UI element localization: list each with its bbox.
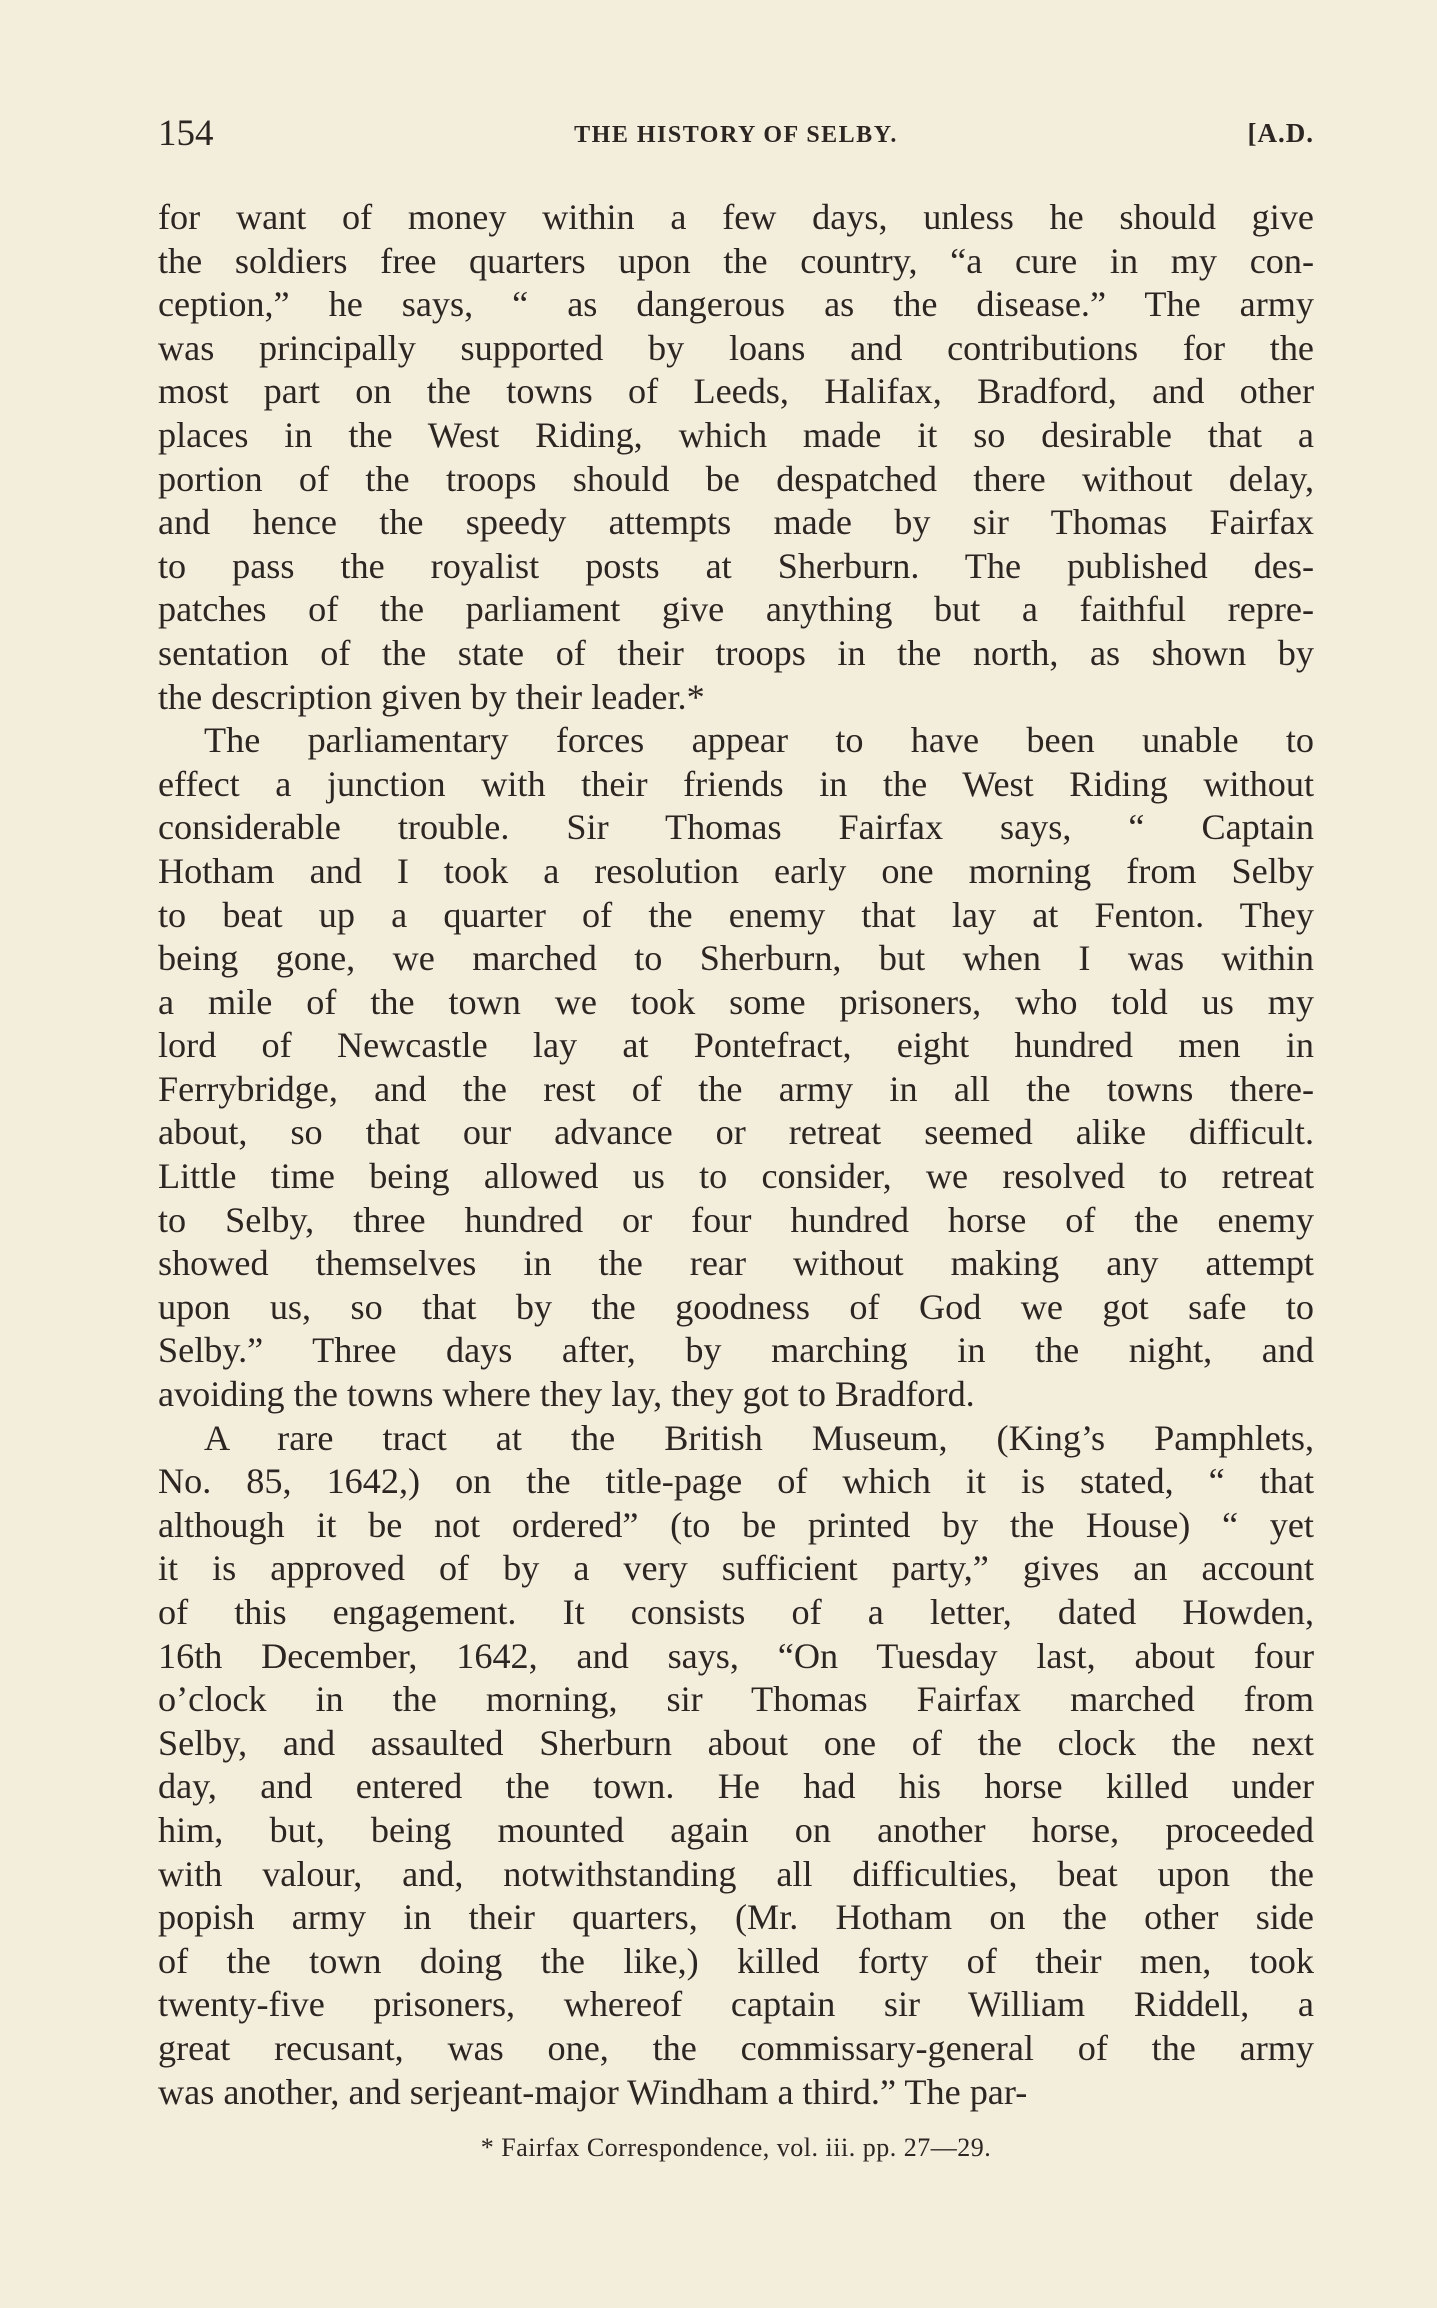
text-line: it is approved of by a very sufficient party,” gives an account bbox=[158, 1548, 1314, 1589]
text-line: 16th December, 1642, and says, “On Tuesday last, about four bbox=[158, 1635, 1314, 1676]
text-line: avoiding the towns where they lay, they got to Bradford. bbox=[158, 1374, 975, 1415]
text-line: to Selby, three hundred or four hundred horse of the enemy bbox=[158, 1199, 1314, 1240]
text-line: day, and entered the town. He had his horse killed under bbox=[158, 1766, 1314, 1807]
text-line: Selby.” Three days after, by marching in the night, and bbox=[158, 1330, 1314, 1371]
text-line: him, but, being mounted again on another horse, proceeded bbox=[158, 1809, 1314, 1850]
text-line: twenty-five prisoners, whereof captain sir William Riddell, a bbox=[158, 1984, 1314, 2025]
text-line: considerable trouble. Sir Thomas Fairfax says, “ Captain bbox=[158, 807, 1314, 848]
text-line: Hotham and I took a resolution early one morning from Selby bbox=[158, 850, 1314, 891]
text-line: was principally supported by loans and contributions for the bbox=[158, 327, 1314, 368]
text-line: the soldiers free quarters upon the country, “a cure in my con- bbox=[158, 240, 1314, 281]
paragraph bbox=[158, 1417, 1314, 2115]
running-title: THE HISTORY OF SELBY. bbox=[574, 122, 898, 148]
text-line: to beat up a quarter of the enemy that lay at Fenton. They bbox=[158, 894, 1314, 935]
text-line: portion of the troops should be despatched there without delay, bbox=[158, 458, 1314, 499]
text-line: great recusant, was one, the commissary-general of the army bbox=[158, 2027, 1314, 2068]
text-line: A rare tract at the British Museum, (King’s Pamphlets, bbox=[204, 1417, 1314, 1458]
text-line: with valour, and, notwithstanding all difficulties, beat upon the bbox=[158, 1853, 1314, 1894]
text-line: and hence the speedy attempts made by sir Thomas Fairfax bbox=[158, 502, 1314, 543]
text-line: showed themselves in the rear without making any attempt bbox=[158, 1243, 1314, 1284]
page-number: 154 bbox=[158, 113, 214, 154]
body-text bbox=[158, 196, 1314, 2114]
text-line: was another, and serjeant-major Windham a third.” The par- bbox=[158, 2071, 1028, 2112]
page-header bbox=[158, 108, 1314, 158]
text-line: Little time being allowed us to consider, we resolved to retreat bbox=[158, 1156, 1314, 1197]
text-line: of the town doing the like,) killed forty of their men, took bbox=[158, 1940, 1314, 1981]
text-line: of this engagement. It consists of a letter, dated Howden, bbox=[158, 1592, 1314, 1632]
text-line: most part on the towns of Leeds, Halifax, Bradford, and other bbox=[158, 371, 1314, 412]
paragraph bbox=[158, 196, 1314, 719]
text-line: although it be not ordered” (to be printed by the House) “ yet bbox=[158, 1504, 1314, 1545]
text-line: Selby, and assaulted Sherburn about one of the clock the next bbox=[158, 1722, 1314, 1763]
text-line: for want of money within a few days, unless he should give bbox=[158, 197, 1314, 237]
text-line: to pass the royalist posts at Sherburn. The published des- bbox=[158, 545, 1314, 586]
text-line: patches of the parliament give anything but a faithful repre- bbox=[158, 589, 1314, 630]
text-line: effect a junction with their friends in the West Riding without bbox=[158, 763, 1314, 804]
text-line: o’clock in the morning, sir Thomas Fairfax marched from bbox=[158, 1679, 1314, 1720]
text-line: about, so that our advance or retreat seemed alike difficult. bbox=[158, 1112, 1314, 1153]
text-line: upon us, so that by the goodness of God we got safe to bbox=[158, 1286, 1314, 1327]
text-line: being gone, we marched to Sherburn, but when I was within bbox=[158, 938, 1314, 979]
header-era-marker: [A.D. bbox=[1247, 118, 1314, 148]
text-line: ception,” he says, “ as dangerous as the disease.” The army bbox=[158, 284, 1314, 325]
text-line: The parliamentary forces appear to have been unable to bbox=[204, 720, 1314, 761]
text-line: popish army in their quarters, (Mr. Hotham on the other side bbox=[158, 1897, 1314, 1938]
text-line: places in the West Riding, which made it so desirable that a bbox=[158, 414, 1314, 455]
book-page bbox=[158, 108, 1314, 2164]
text-line: sentation of the state of their troops in the north, as shown by bbox=[158, 632, 1314, 673]
text-line: a mile of the town we took some prisoners, who told us my bbox=[158, 981, 1314, 1022]
paragraph bbox=[158, 719, 1314, 1417]
text-line: lord of Newcastle lay at Pontefract, eight hundred men in bbox=[158, 1025, 1314, 1066]
text-line: No. 85, 1642,) on the title-page of which it is stated, “ that bbox=[158, 1461, 1314, 1502]
text-line: the description given by their leader.* bbox=[158, 676, 705, 717]
text-line: Ferrybridge, and the rest of the army in all the towns there- bbox=[158, 1068, 1314, 1109]
footnote: * Fairfax Correspondence, vol. iii. pp. 27—29. bbox=[480, 2133, 992, 2163]
